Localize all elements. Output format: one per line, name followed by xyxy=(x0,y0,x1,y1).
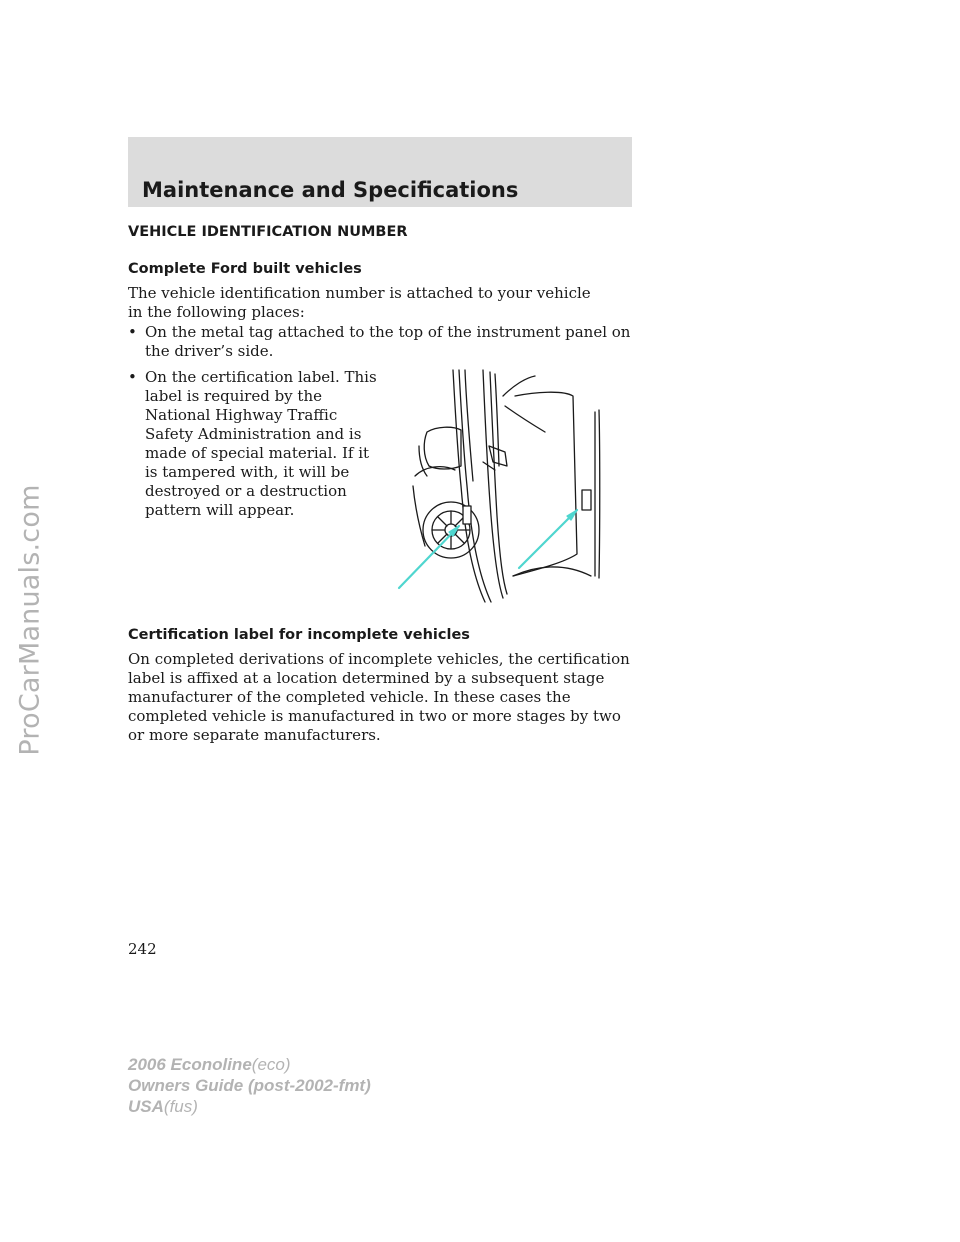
footer-model: 2006 Econoline xyxy=(128,1055,252,1074)
watermark-text: ProCarManuals.com xyxy=(14,484,46,756)
intro-paragraph: The vehicle identification number is attached to your vehicle in the following places: xyxy=(128,284,591,321)
footer-market: USA xyxy=(128,1097,164,1116)
vin-location-illustration xyxy=(395,366,605,608)
bullet-symbol: • xyxy=(128,368,137,386)
footer-line-market xyxy=(128,1096,371,1117)
watermark xyxy=(0,0,60,1242)
footer-guide: Owners Guide (post-2002-fmt) xyxy=(128,1076,371,1095)
list-item xyxy=(128,368,378,520)
list-item-text: On the metal tag attached to the top of the instrument panel on the driver’s side. xyxy=(145,323,631,360)
bullet-symbol: • xyxy=(128,323,137,341)
list-item xyxy=(128,323,648,361)
incomplete-paragraph: On completed derivations of incomplete vehicles, the certification label is affixed at a location determined by a subsequent stage manufacturer of the completed vehicle. In these cases the completed vehicle is manufactured in two or more stages by two or more separate manufacturers. xyxy=(128,650,630,744)
footer-model-code: (eco) xyxy=(251,1055,291,1074)
footer-line-guide xyxy=(128,1075,371,1096)
footer-line-model xyxy=(128,1054,371,1075)
section-title: Maintenance and Specifications xyxy=(142,178,519,202)
document-footer xyxy=(128,1054,371,1117)
footer-market-code: (fus) xyxy=(163,1097,198,1116)
subheading-complete-vehicles: Complete Ford built vehicles xyxy=(128,261,362,277)
heading-vin: VEHICLE IDENTIFICATION NUMBER xyxy=(128,224,408,240)
section-header xyxy=(128,137,632,207)
page-number: 242 xyxy=(128,940,157,958)
subheading-incomplete-vehicles: Certification label for incomplete vehicles xyxy=(128,627,470,643)
list-item-text: On the certification label. This label is required by the National Highway Traffic Safety Administration and is made of special material. If it is tampered with, it will be destroyed or a destruction pattern will appear. xyxy=(145,368,377,519)
